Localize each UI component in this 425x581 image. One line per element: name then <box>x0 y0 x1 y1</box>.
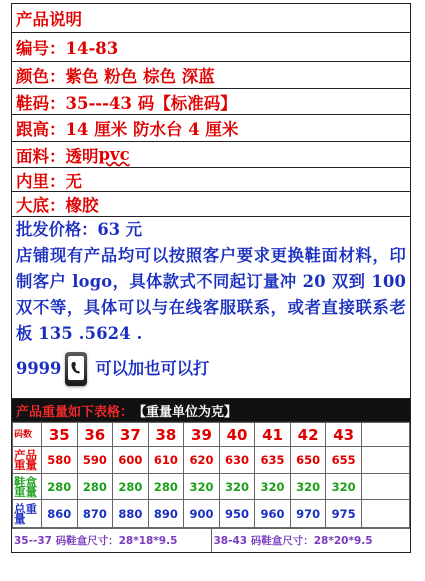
size-cell: 37 <box>113 423 149 447</box>
weight-cell: 280 <box>148 474 184 500</box>
spec-header: 产品说明 <box>12 4 410 33</box>
weight-cell: 635 <box>255 447 291 474</box>
size-cell: 36 <box>77 423 113 447</box>
size-cell: 39 <box>184 423 220 447</box>
weight-cell: 870 <box>77 500 113 528</box>
weight-cell: 890 <box>148 500 184 528</box>
table-row <box>13 474 410 500</box>
weight-cell: 280 <box>42 474 78 500</box>
size-cell: 40 <box>219 423 255 447</box>
empty-cell <box>362 447 386 474</box>
weight-cell: 630 <box>219 447 255 474</box>
weight-cell: 880 <box>113 500 149 528</box>
wholesale-notice <box>12 217 410 399</box>
weight-cell: 320 <box>219 474 255 500</box>
weight-cell: 975 <box>326 500 362 528</box>
empty-cell <box>386 474 410 500</box>
empty-cell <box>362 423 386 447</box>
weight-cell: 280 <box>77 474 113 500</box>
weight-cell: 900 <box>184 500 220 528</box>
empty-cell <box>386 447 410 474</box>
notice-body: 店铺现有产品均可以按照客户要求更换鞋面材料，印制客户 logo，具体款式不同起订量冲 20 双到 100 双不等，具体可以与在线客服联系，或者直接联系老板 135 .5624 . <box>16 246 406 343</box>
weight-cell: 610 <box>148 447 184 474</box>
phone-line <box>16 349 406 389</box>
weight-cell: 860 <box>42 500 78 528</box>
row-label: 总重量 <box>13 500 42 528</box>
weight-cell: 580 <box>42 447 78 474</box>
weight-cell: 320 <box>184 474 220 500</box>
weight-table-title <box>12 399 410 422</box>
weight-cell: 320 <box>255 474 291 500</box>
weight-table <box>12 422 410 528</box>
weight-cell: 970 <box>290 500 326 528</box>
weight-cell: 320 <box>326 474 362 500</box>
mobile-phone-icon <box>65 352 87 386</box>
spec-fabric-label: 面料：透明 <box>16 146 99 166</box>
weight-cell: 655 <box>326 447 362 474</box>
weight-title-unit: 【重量单位为克】 <box>133 404 238 420</box>
spec-fabric <box>12 142 410 168</box>
size-cell: 35 <box>42 423 78 447</box>
weight-cell: 590 <box>77 447 113 474</box>
weight-cell: 600 <box>113 447 149 474</box>
table-row <box>13 447 410 474</box>
after-phone-text: 可以加也可以打 <box>95 359 210 378</box>
box-size-footer <box>12 528 410 552</box>
size-cell: 41 <box>255 423 291 447</box>
spec-color: 颜色：紫色 粉色 棕色 深蓝 <box>12 62 410 89</box>
row-label: 鞋盒重量 <box>13 474 42 500</box>
phone-tail: 9999 <box>16 359 62 378</box>
box-size-small: 35--37 码鞋盒尺寸：28*18*9.5 <box>14 535 178 547</box>
box-size-large: 38-43 码鞋盒尺寸：28*20*9.5 <box>211 529 411 552</box>
weight-cell: 950 <box>219 500 255 528</box>
weight-title-red: 产品重量如下表格： <box>16 404 134 420</box>
empty-cell <box>386 500 410 528</box>
table-row <box>13 500 410 528</box>
size-cell: 38 <box>148 423 184 447</box>
spec-lining: 内里：无 <box>12 168 410 192</box>
weight-cell: 280 <box>113 474 149 500</box>
weight-cell: 960 <box>255 500 291 528</box>
row-label: 产品重量 <box>13 447 42 474</box>
wholesale-price: 批发价格：63 元 <box>16 220 143 239</box>
weight-cell: 620 <box>184 447 220 474</box>
empty-cell <box>386 423 410 447</box>
spec-heel: 跟高：14 厘米 防水台 4 厘米 <box>12 115 410 142</box>
empty-cell <box>362 474 386 500</box>
spec-fabric-pvc: pvc <box>98 145 130 164</box>
spec-model: 编号：14-83 <box>12 33 410 62</box>
size-cell: 43 <box>326 423 362 447</box>
empty-cell <box>362 500 386 528</box>
row-label: 码数 <box>13 423 42 447</box>
table-row <box>13 423 410 447</box>
product-spec-sheet <box>11 3 411 553</box>
weight-cell: 320 <box>290 474 326 500</box>
spec-size: 鞋码：35---43 码【标准码】 <box>12 89 410 115</box>
weight-cell: 650 <box>290 447 326 474</box>
spec-sole: 大底：橡胶 <box>12 192 410 217</box>
size-cell: 42 <box>290 423 326 447</box>
